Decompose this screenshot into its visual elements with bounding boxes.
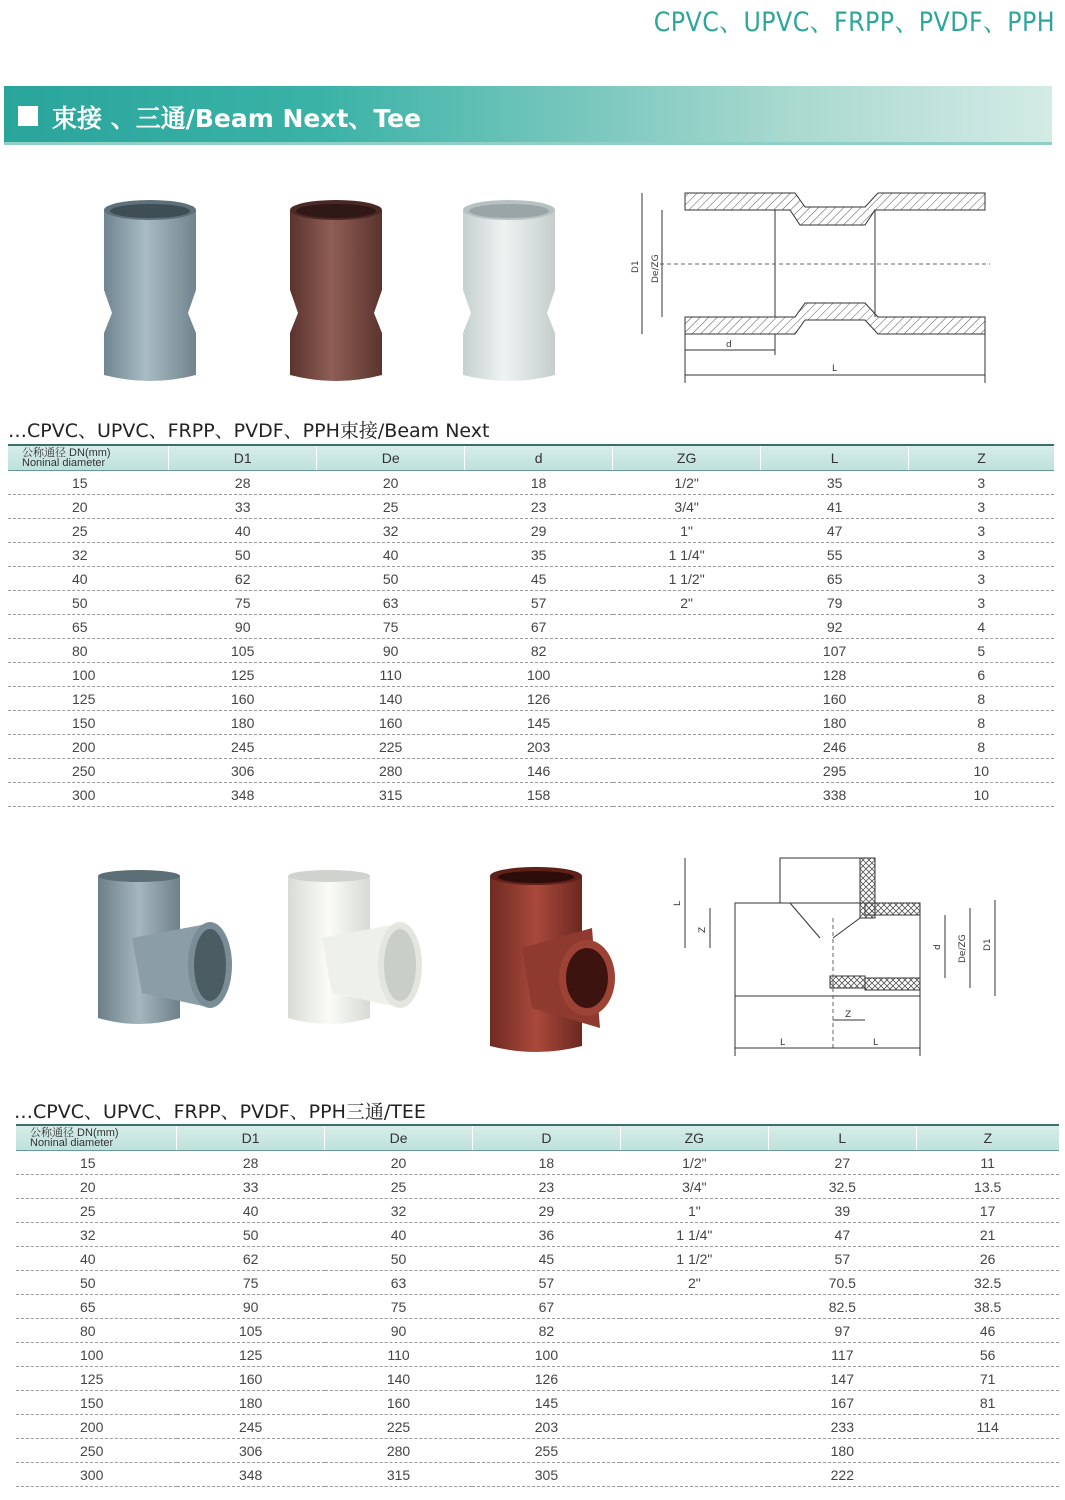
beam-table-cell: 63: [317, 591, 465, 615]
beam-table-cell: 50: [8, 591, 169, 615]
beam-table-cell: 125: [8, 687, 169, 711]
beam-table-cell: 250: [8, 759, 169, 783]
tee-table-cell: 105: [177, 1319, 325, 1343]
tee-table-cell: 1 1/2": [620, 1247, 768, 1271]
tee-table-cell: 38.5: [916, 1295, 1059, 1319]
tee-col-l: L: [768, 1125, 916, 1151]
beam-table-cell: 32: [317, 519, 465, 543]
beam-table-cell: 8: [909, 735, 1054, 759]
beam-table-cell: 3: [909, 591, 1054, 615]
beam-col-de: De: [317, 445, 465, 471]
tee-table-cell: 17: [916, 1199, 1059, 1223]
beam-table-cell: 146: [465, 759, 613, 783]
beam-table-cell: 110: [317, 663, 465, 687]
tee-table-cell: [620, 1439, 768, 1463]
materials-header: CPVC、UPVC、FRPP、PVDF、PPH: [653, 7, 1055, 38]
tee-table-cell: 70.5: [768, 1271, 916, 1295]
tee-col-de: De: [325, 1125, 473, 1151]
tee-table-cell: 255: [472, 1439, 620, 1463]
beam-photo-brown: [282, 195, 392, 390]
tee-table-cell: 3/4": [620, 1175, 768, 1199]
beam-table-cell: 246: [761, 735, 909, 759]
beam-table-cell: 75: [169, 591, 317, 615]
beam-table-cell: 160: [761, 687, 909, 711]
tee-table-cell: 125: [177, 1343, 325, 1367]
tee-table-cell: 100: [16, 1343, 177, 1367]
tee-table-cell: 1 1/4": [620, 1223, 768, 1247]
tee-table-cell: 233: [768, 1415, 916, 1439]
beam-table-cell: [613, 687, 761, 711]
beam-table-cell: 126: [465, 687, 613, 711]
beam-table-cell: 338: [761, 783, 909, 807]
beam-table-cell: 100: [465, 663, 613, 687]
beam-table-cell: 20: [8, 495, 169, 519]
tee-table-cell: 180: [768, 1439, 916, 1463]
beam-section-title: …CPVC、UPVC、FRPP、PVDF、PPH束接/Beam Next: [8, 420, 490, 442]
tee-table-cell: 145: [472, 1391, 620, 1415]
tee-table-cell: 57: [472, 1271, 620, 1295]
tee-col-zg: ZG: [620, 1125, 768, 1151]
tee-table-cell: 225: [325, 1415, 473, 1439]
tee-table-cell: [916, 1463, 1059, 1487]
beam-table-cell: 6: [909, 663, 1054, 687]
tee-table-row: [16, 1343, 1059, 1367]
tee-diagram: [665, 848, 1015, 1063]
tee-table-cell: 160: [325, 1391, 473, 1415]
beam-table-cell: 3: [909, 495, 1054, 519]
beam-table-cell: 28: [169, 471, 317, 495]
tee-table: [16, 1124, 1059, 1487]
beam-table-cell: 62: [169, 567, 317, 591]
tee-table-cell: 67: [472, 1295, 620, 1319]
tee-col-z: Z: [916, 1125, 1059, 1151]
beam-dia-d1: D1: [631, 260, 641, 273]
beam-table-cell: 40: [8, 567, 169, 591]
tee-table-cell: 100: [472, 1343, 620, 1367]
tee-table-cell: 20: [16, 1175, 177, 1199]
tee-table-cell: [620, 1415, 768, 1439]
tee-table-cell: 90: [325, 1319, 473, 1343]
tee-photo-grey: [92, 868, 242, 1058]
tee-dia-l-left: L: [780, 1038, 786, 1048]
beam-table-cell: 20: [317, 471, 465, 495]
beam-table-row: [8, 759, 1054, 783]
tee-table-cell: 40: [325, 1223, 473, 1247]
beam-table-cell: 180: [761, 711, 909, 735]
tee-table-cell: 117: [768, 1343, 916, 1367]
beam-table-cell: [613, 735, 761, 759]
beam-table-cell: 10: [909, 783, 1054, 807]
beam-table-cell: 8: [909, 687, 1054, 711]
tee-table-cell: 150: [16, 1391, 177, 1415]
tee-table-cell: 18: [472, 1151, 620, 1175]
tee-table-cell: 39: [768, 1199, 916, 1223]
tee-table-cell: 46: [916, 1319, 1059, 1343]
beam-table-cell: 50: [317, 567, 465, 591]
tee-table-cell: 50: [16, 1271, 177, 1295]
tee-col-dd: D: [472, 1125, 620, 1151]
banner-title: 束接 、三通/Beam Next、Tee: [52, 104, 422, 133]
tee-table-row: [16, 1247, 1059, 1271]
beam-table-cell: 25: [317, 495, 465, 519]
beam-dia-l: L: [832, 364, 838, 374]
tee-table-cell: [620, 1343, 768, 1367]
beam-table-cell: 90: [169, 615, 317, 639]
tee-table-cell: 13.5: [916, 1175, 1059, 1199]
tee-table-cell: 15: [16, 1151, 177, 1175]
tee-table-cell: 25: [16, 1199, 177, 1223]
tee-table-row: [16, 1415, 1059, 1439]
beam-table-cell: 280: [317, 759, 465, 783]
beam-table-cell: 15: [8, 471, 169, 495]
tee-table-cell: 306: [177, 1439, 325, 1463]
beam-table-cell: 1/2": [613, 471, 761, 495]
tee-table-cell: 56: [916, 1343, 1059, 1367]
beam-table-cell: [613, 783, 761, 807]
beam-table-row: [8, 471, 1054, 495]
beam-table-cell: 140: [317, 687, 465, 711]
beam-table-cell: 125: [169, 663, 317, 687]
beam-table-cell: [613, 615, 761, 639]
tee-table-cell: 82: [472, 1319, 620, 1343]
beam-table-cell: 35: [465, 543, 613, 567]
beam-diagram: [620, 185, 1000, 390]
beam-table-cell: 8: [909, 711, 1054, 735]
beam-table-cell: 1 1/2": [613, 567, 761, 591]
beam-table-cell: 41: [761, 495, 909, 519]
beam-table-cell: 79: [761, 591, 909, 615]
section-banner: [4, 86, 1052, 145]
tee-table-cell: 203: [472, 1415, 620, 1439]
beam-table-cell: 90: [317, 639, 465, 663]
beam-photo-grey: [96, 195, 206, 390]
tee-table-cell: 140: [325, 1367, 473, 1391]
tee-dia-d1: D1: [983, 938, 993, 951]
tee-table-cell: 45: [472, 1247, 620, 1271]
tee-dia-l-right: L: [873, 1038, 879, 1048]
tee-table-cell: [620, 1463, 768, 1487]
tee-table-cell: 71: [916, 1367, 1059, 1391]
tee-photo-white: [282, 868, 432, 1058]
tee-table-cell: 40: [177, 1199, 325, 1223]
tee-table-cell: 27: [768, 1151, 916, 1175]
beam-dia-d: d: [726, 340, 732, 350]
tee-dia-l-vertical: L: [673, 900, 683, 906]
tee-table-row: [16, 1175, 1059, 1199]
beam-table-cell: 180: [169, 711, 317, 735]
beam-table-cell: 92: [761, 615, 909, 639]
beam-table-cell: 75: [317, 615, 465, 639]
beam-table-cell: 2": [613, 591, 761, 615]
beam-table-row: [8, 591, 1054, 615]
beam-table-cell: 300: [8, 783, 169, 807]
beam-table-cell: [613, 711, 761, 735]
beam-table-cell: 47: [761, 519, 909, 543]
beam-table-cell: 105: [169, 639, 317, 663]
beam-table-cell: 158: [465, 783, 613, 807]
tee-table-cell: 29: [472, 1199, 620, 1223]
beam-table-cell: [613, 759, 761, 783]
beam-table-cell: 55: [761, 543, 909, 567]
beam-table-cell: 3: [909, 519, 1054, 543]
tee-table-row: [16, 1151, 1059, 1175]
beam-table-cell: 29: [465, 519, 613, 543]
beam-table-cell: 128: [761, 663, 909, 687]
beam-table-cell: 65: [8, 615, 169, 639]
tee-table-cell: 65: [16, 1295, 177, 1319]
tee-table-cell: 40: [16, 1247, 177, 1271]
tee-table-cell: 114: [916, 1415, 1059, 1439]
tee-table-cell: 26: [916, 1247, 1059, 1271]
beam-table-cell: 33: [169, 495, 317, 519]
beam-table-cell: 5: [909, 639, 1054, 663]
beam-table-cell: 348: [169, 783, 317, 807]
beam-table-row: [8, 543, 1054, 567]
tee-table-cell: 160: [177, 1367, 325, 1391]
beam-table-cell: 160: [169, 687, 317, 711]
beam-table-cell: 18: [465, 471, 613, 495]
tee-table-cell: 32.5: [768, 1175, 916, 1199]
tee-table-row: [16, 1391, 1059, 1415]
tee-dia-de-zg: De/ZG: [958, 934, 968, 963]
beam-table-cell: 315: [317, 783, 465, 807]
tee-dia-d: d: [933, 944, 943, 950]
tee-table-cell: 36: [472, 1223, 620, 1247]
tee-table-cell: 11: [916, 1151, 1059, 1175]
tee-table-cell: 62: [177, 1247, 325, 1271]
beam-table-cell: 50: [169, 543, 317, 567]
beam-table-cell: 65: [761, 567, 909, 591]
beam-table-cell: 295: [761, 759, 909, 783]
beam-table-cell: 3/4": [613, 495, 761, 519]
tee-photo-red: [482, 858, 632, 1058]
tee-table-row: [16, 1439, 1059, 1463]
tee-table-row: [16, 1367, 1059, 1391]
tee-table-cell: 245: [177, 1415, 325, 1439]
beam-table-cell: [613, 639, 761, 663]
tee-table-cell: 348: [177, 1463, 325, 1487]
beam-table-cell: [613, 663, 761, 687]
tee-table-cell: 57: [768, 1247, 916, 1271]
tee-table-cell: 50: [325, 1247, 473, 1271]
tee-table-cell: 126: [472, 1367, 620, 1391]
beam-table-cell: 35: [761, 471, 909, 495]
tee-table-cell: 90: [177, 1295, 325, 1319]
beam-col-dn: 公称通径 DN(mm) Noninal diameter: [8, 445, 169, 471]
tee-table-cell: 25: [325, 1175, 473, 1199]
beam-table-cell: 82: [465, 639, 613, 663]
beam-table-cell: 67: [465, 615, 613, 639]
beam-table-cell: 306: [169, 759, 317, 783]
tee-table-cell: 23: [472, 1175, 620, 1199]
beam-table-cell: 225: [317, 735, 465, 759]
tee-table-cell: 32: [325, 1199, 473, 1223]
beam-table-row: [8, 639, 1054, 663]
tee-table-cell: 80: [16, 1319, 177, 1343]
tee-table-cell: 2": [620, 1271, 768, 1295]
tee-table-cell: 110: [325, 1343, 473, 1367]
tee-table-row: [16, 1271, 1059, 1295]
beam-table-cell: 40: [169, 519, 317, 543]
tee-table-cell: 63: [325, 1271, 473, 1295]
beam-col-d1: D1: [169, 445, 317, 471]
tee-table-cell: 250: [16, 1439, 177, 1463]
beam-table-cell: 10: [909, 759, 1054, 783]
tee-table-cell: 33: [177, 1175, 325, 1199]
tee-table-cell: 75: [325, 1295, 473, 1319]
tee-table-cell: 82.5: [768, 1295, 916, 1319]
tee-table-row: [16, 1199, 1059, 1223]
tee-table-cell: 1": [620, 1199, 768, 1223]
tee-table-cell: 125: [16, 1367, 177, 1391]
beam-table-cell: 3: [909, 567, 1054, 591]
beam-table-row: [8, 567, 1054, 591]
beam-table-row: [8, 711, 1054, 735]
tee-col-d1: D1: [177, 1125, 325, 1151]
beam-table-cell: 32: [8, 543, 169, 567]
tee-table-cell: 47: [768, 1223, 916, 1247]
beam-table-row: [8, 735, 1054, 759]
beam-table-cell: 107: [761, 639, 909, 663]
tee-dia-z-horizontal: Z: [845, 1010, 852, 1020]
beam-table-cell: 23: [465, 495, 613, 519]
tee-table-cell: 32: [16, 1223, 177, 1247]
beam-table: [8, 444, 1054, 807]
beam-col-d: d: [465, 445, 613, 471]
tee-table-cell: 75: [177, 1271, 325, 1295]
tee-table-cell: [916, 1439, 1059, 1463]
beam-col-l: L: [761, 445, 909, 471]
tee-table-cell: 50: [177, 1223, 325, 1247]
tee-table-cell: 97: [768, 1319, 916, 1343]
tee-table-row: [16, 1223, 1059, 1247]
beam-table-cell: 1": [613, 519, 761, 543]
beam-table-cell: 3: [909, 543, 1054, 567]
tee-table-cell: [620, 1295, 768, 1319]
beam-table-row: [8, 663, 1054, 687]
tee-table-row: [16, 1295, 1059, 1319]
tee-col-dn: 公称通径 DN(mm) Noninal diameter: [16, 1125, 177, 1151]
beam-table-cell: 80: [8, 639, 169, 663]
tee-table-cell: 222: [768, 1463, 916, 1487]
square-bullet-icon: [18, 106, 38, 126]
tee-table-row: [16, 1319, 1059, 1343]
beam-table-cell: 4: [909, 615, 1054, 639]
beam-table-row: [8, 615, 1054, 639]
tee-table-cell: 147: [768, 1367, 916, 1391]
beam-table-row: [8, 495, 1054, 519]
beam-table-row: [8, 687, 1054, 711]
tee-table-cell: 28: [177, 1151, 325, 1175]
tee-table-cell: 32.5: [916, 1271, 1059, 1295]
tee-table-cell: 81: [916, 1391, 1059, 1415]
beam-table-cell: 25: [8, 519, 169, 543]
beam-photo-white: [455, 195, 565, 390]
beam-table-cell: 3: [909, 471, 1054, 495]
tee-table-cell: 315: [325, 1463, 473, 1487]
beam-table-cell: 200: [8, 735, 169, 759]
beam-table-cell: 100: [8, 663, 169, 687]
tee-table-row: [16, 1463, 1059, 1487]
beam-table-row: [8, 783, 1054, 807]
tee-table-cell: [620, 1391, 768, 1415]
beam-table-cell: 1 1/4": [613, 543, 761, 567]
tee-table-cell: 20: [325, 1151, 473, 1175]
tee-table-cell: [620, 1367, 768, 1391]
beam-col-z: Z: [909, 445, 1054, 471]
beam-table-cell: 45: [465, 567, 613, 591]
beam-col-zg: ZG: [613, 445, 761, 471]
tee-table-cell: 167: [768, 1391, 916, 1415]
tee-table-cell: [620, 1319, 768, 1343]
beam-table-cell: 145: [465, 711, 613, 735]
beam-table-cell: 150: [8, 711, 169, 735]
beam-table-cell: 40: [317, 543, 465, 567]
beam-table-cell: 57: [465, 591, 613, 615]
beam-table-cell: 203: [465, 735, 613, 759]
tee-table-cell: 305: [472, 1463, 620, 1487]
tee-table-cell: 180: [177, 1391, 325, 1415]
beam-table-cell: 245: [169, 735, 317, 759]
tee-table-cell: 21: [916, 1223, 1059, 1247]
beam-table-cell: 160: [317, 711, 465, 735]
tee-table-cell: 1/2": [620, 1151, 768, 1175]
tee-dia-z-vertical: Z: [698, 926, 708, 933]
tee-table-cell: 300: [16, 1463, 177, 1487]
tee-section-title: …CPVC、UPVC、FRPP、PVDF、PPH三通/TEE: [14, 1101, 426, 1123]
tee-table-cell: 280: [325, 1439, 473, 1463]
beam-dia-de-zg: De/ZG: [651, 254, 661, 283]
tee-table-cell: 200: [16, 1415, 177, 1439]
beam-table-row: [8, 519, 1054, 543]
